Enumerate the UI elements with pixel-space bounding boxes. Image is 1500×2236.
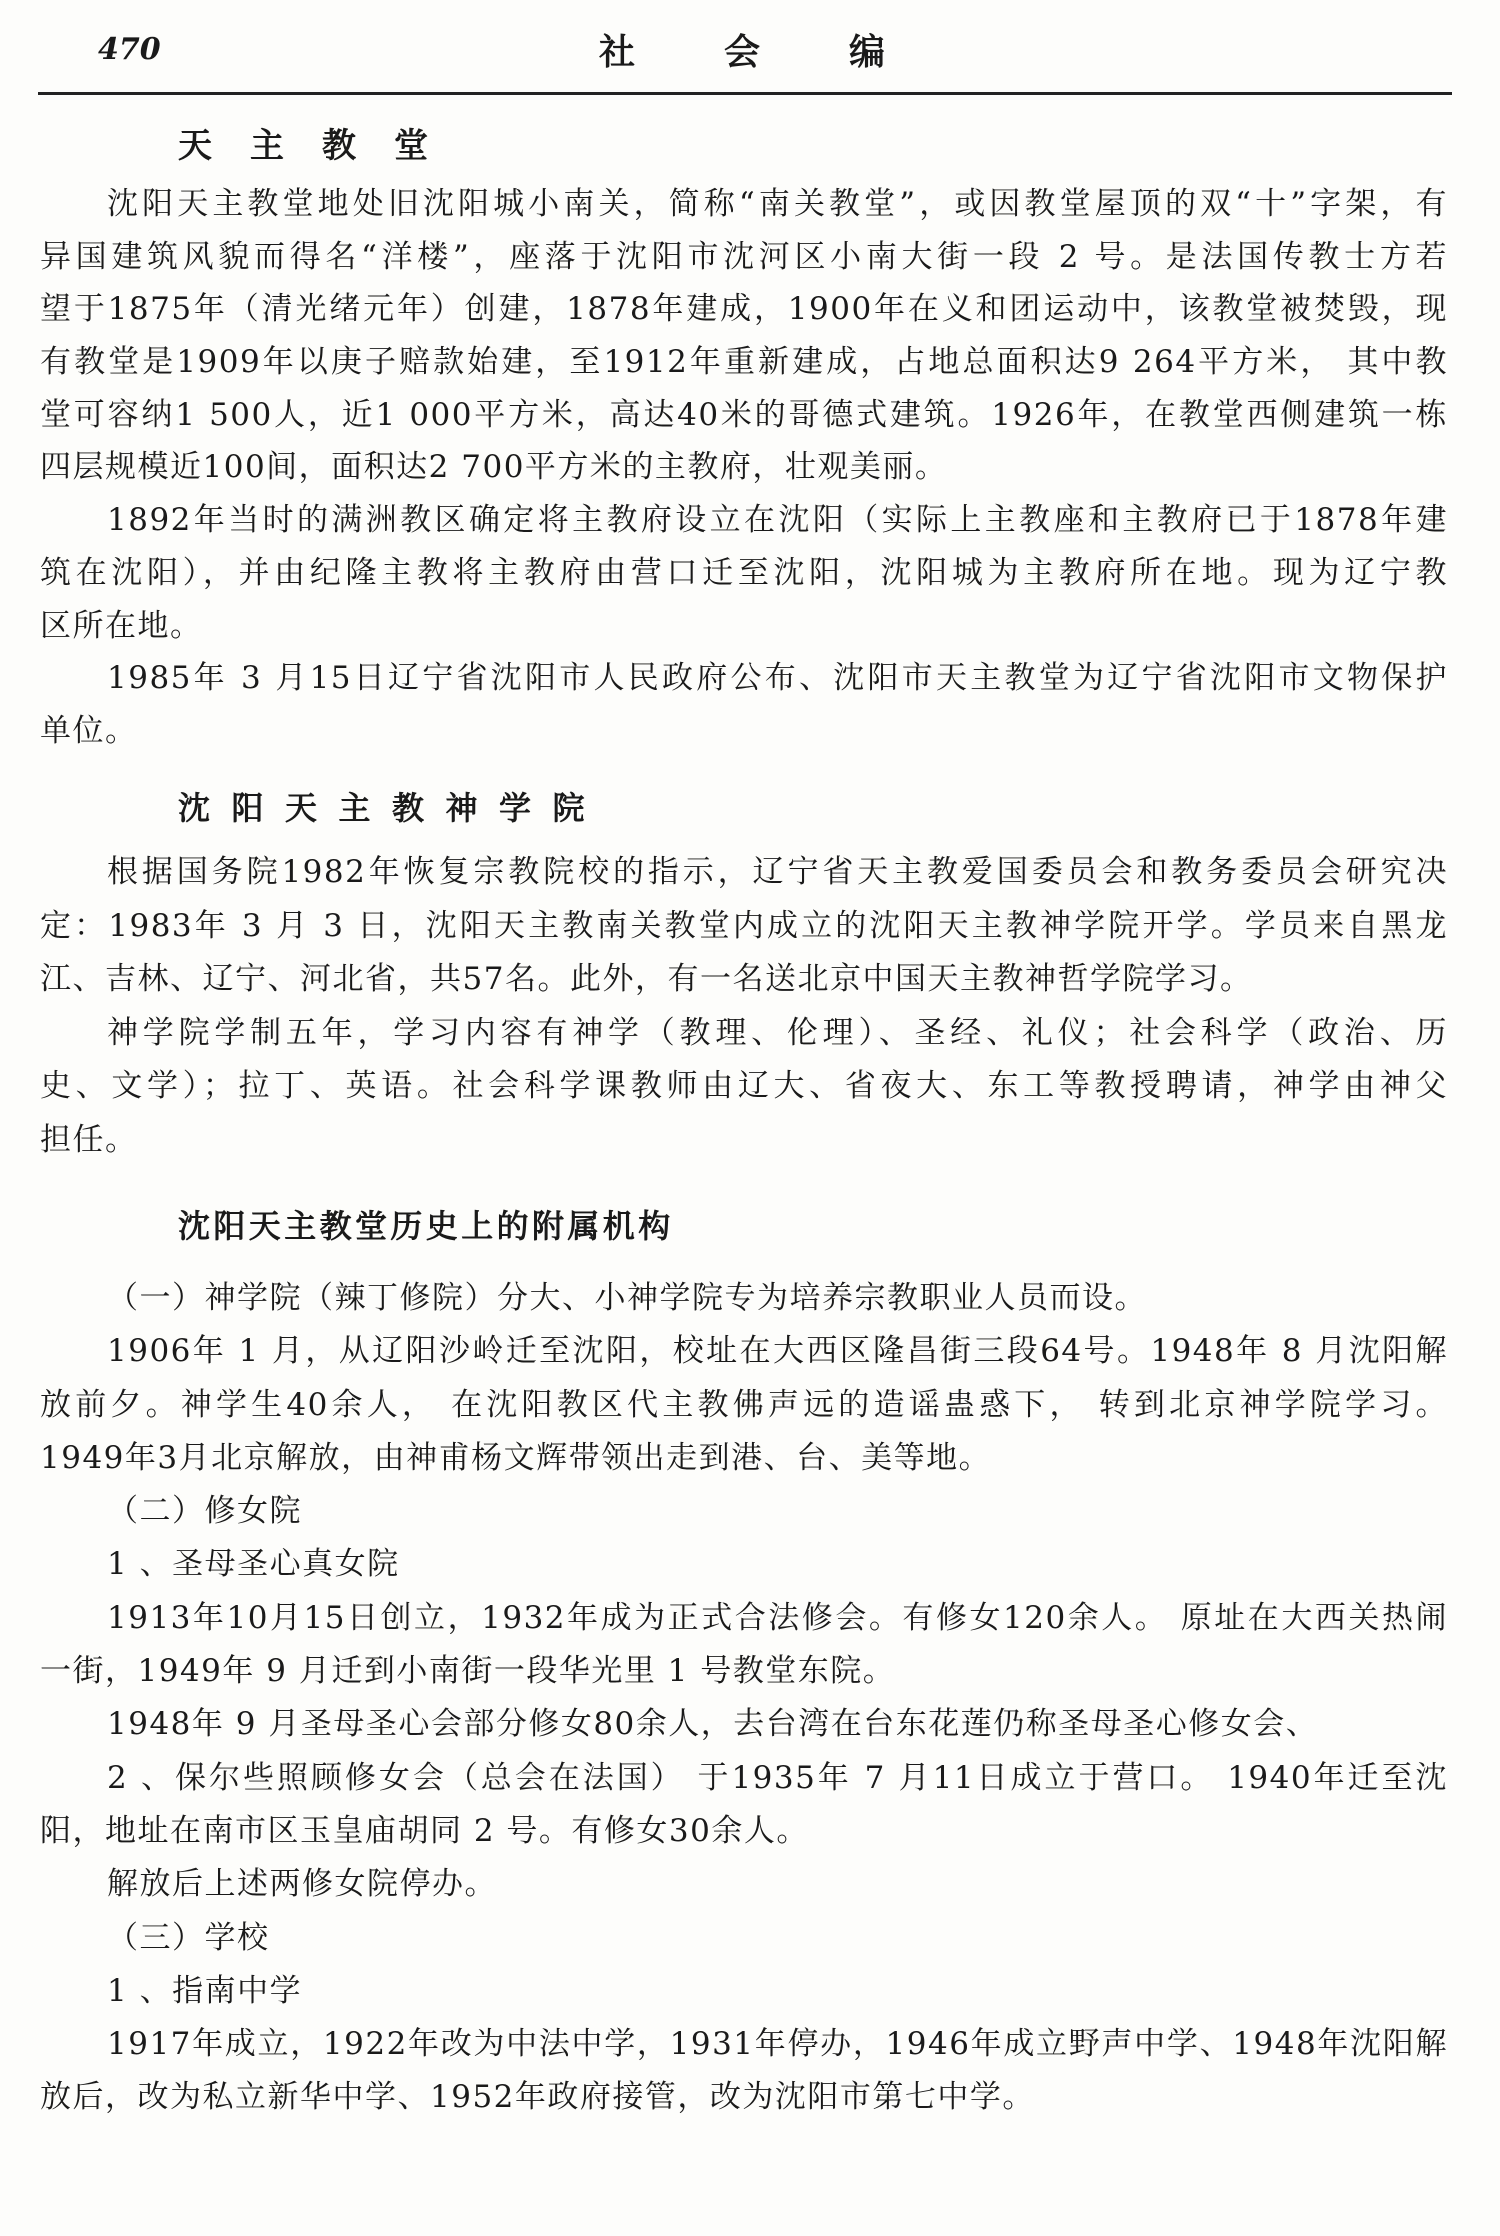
text-line: 1985年 3 月15日辽宁省沈阳市人民政府公布、沈阳市天主教堂为辽宁省沈阳市文物保护 bbox=[107, 660, 1448, 697]
text-line: 1949年3月北京解放，由神甫杨文辉带领出走到港、台、美等地。 bbox=[40, 1439, 992, 1476]
text-line: 单位。 bbox=[40, 712, 138, 749]
list-item-heading bbox=[40, 1965, 1448, 2018]
text-line: 放后，改为私立新华中学、1952年政府接管，改为沈阳市第七中学。 bbox=[40, 2079, 1035, 2116]
text-line: 定：1983年 3 月 3 日，沈阳天主教南关教堂内成立的沈阳天主教神学院开学。学员来自黑龙 bbox=[40, 907, 1448, 944]
text-line: 1948年 9 月圣母圣心会部分修女80余人，去台湾在台东花莲仍称圣母圣心修女会、 bbox=[107, 1706, 1319, 1743]
section-heading: 沈阳天主教堂历史上的附属机构 bbox=[178, 1207, 674, 1245]
text-line: 1917年成立，1922年改为中法中学，1931年停办，1946年成立野声中学、1948年沈阳解 bbox=[107, 2026, 1448, 2063]
text-line: 有教堂是1909年以庚子赔款始建，至1912年重新建成，占地总面积达9 264平方米， 其中教 bbox=[40, 344, 1448, 381]
text-line: （三）学校 bbox=[107, 1919, 270, 1956]
text-line: 沈阳天主教堂地处旧沈阳城小南关，简称“南关教堂”，或因教堂屋顶的双“十”字架，有 bbox=[107, 186, 1448, 222]
paragraph bbox=[40, 1698, 1448, 1751]
list-item-heading bbox=[40, 1538, 1448, 1591]
section-body bbox=[40, 846, 1448, 1168]
text-line: 1906年 1 月，从辽阳沙岭迁至沈阳，校址在大西区隆昌街三段64号。1948年 8 月沈阳解 bbox=[107, 1333, 1448, 1370]
page-number: 470 bbox=[98, 32, 161, 67]
text-line: 异国建筑风貌而得名“洋楼”，座落于沈阳市沈河区小南大街一段 2 号。是法国传教士方若 bbox=[40, 238, 1448, 275]
text-line: 望于1875年（清光绪元年）创建，1878年建成，1900年在义和团运动中，该教堂被焚毁，现 bbox=[40, 291, 1448, 328]
paragraph bbox=[40, 1007, 1448, 1168]
text-line: 江、吉林、辽宁、河北省，共57名。此外，有一名送北京中国天主教神哲学院学习。 bbox=[40, 961, 1253, 998]
section-heading: 沈阳天主教神学院 bbox=[178, 789, 607, 827]
text-line: 阳，地址在南市区玉皇庙胡同 2 号。有修女30余人。 bbox=[40, 1812, 809, 1849]
subsection-heading bbox=[40, 1912, 1448, 1965]
paragraph bbox=[40, 1325, 1448, 1485]
text-line: 1913年10月15日创立，1932年成为正式合法修会。有修女120余人。 原址在大西关热闹 bbox=[107, 1599, 1448, 1636]
paragraph bbox=[40, 2018, 1448, 2125]
text-line: 堂可容纳1 500人，近1 000平方米，高达40米的哥德式建筑。1926年，在教堂西侧建筑一栋 bbox=[40, 396, 1448, 433]
paragraph bbox=[40, 652, 1448, 757]
running-title: 社会编 bbox=[599, 31, 975, 73]
text-line: 担任。 bbox=[40, 1121, 138, 1158]
text-line: 神学院学制五年，学习内容有神学（教理、伦理）、圣经、礼仪；社会科学（政治、历 bbox=[107, 1014, 1448, 1051]
section-heading: 天主教堂 bbox=[178, 126, 466, 166]
text-line: 根据国务院1982年恢复宗教院校的指示，辽宁省天主教爱国委员会和教务委员会研究决 bbox=[107, 854, 1448, 890]
text-line: 区所在地。 bbox=[40, 607, 203, 644]
text-line: 解放后上述两修女院停办。 bbox=[107, 1866, 497, 1903]
paragraph bbox=[40, 494, 1448, 652]
text-line: 一街，1949年 9 月迁到小南街一段华光里 1 号教堂东院。 bbox=[40, 1653, 896, 1690]
text-line: 史、文学）；拉丁、英语。社会科学课教师由辽大、省夜大、东工等教授聘请，神学由神父 bbox=[40, 1068, 1448, 1105]
text-line: 1 、圣母圣心真女院 bbox=[107, 1546, 400, 1583]
text-line: 1 、指南中学 bbox=[107, 1972, 303, 2009]
paragraph bbox=[40, 1858, 1448, 1911]
paragraph bbox=[40, 846, 1448, 1007]
section-body bbox=[40, 1272, 1448, 2125]
text-line: （二）修女院 bbox=[107, 1493, 302, 1530]
paragraph bbox=[40, 1592, 1448, 1699]
subsection-heading bbox=[40, 1485, 1448, 1538]
paragraph bbox=[40, 178, 1448, 494]
text-line: 四层规模近100间，面积达2 700平方米的主教府，壮观美丽。 bbox=[40, 449, 948, 486]
text-line: （一）神学院（辣丁修院）分大、小神学院专为培养宗教职业人员而设。 bbox=[107, 1280, 1147, 1316]
text-line: 放前夕。神学生40余人， 在沈阳教区代主教佛声远的造谣蛊惑下， 转到北京神学院学习。 bbox=[40, 1386, 1448, 1423]
section-body bbox=[40, 178, 1448, 758]
paragraph bbox=[40, 1752, 1448, 1859]
text-line: 1892年当时的满洲教区确定将主教府设立在沈阳（实际上主教座和主教府已于1878年建 bbox=[107, 502, 1448, 539]
text-line: 筑在沈阳），并由纪隆主教将主教府由营口迁至沈阳，沈阳城为主教府所在地。现为辽宁教 bbox=[40, 554, 1448, 591]
header-rule bbox=[38, 92, 1452, 95]
paragraph bbox=[40, 1272, 1448, 1325]
text-line: 2 、保尔些照顾修女会（总会在法国） 于1935年 7 月11日成立于营口。 1940年迁至沈 bbox=[107, 1759, 1448, 1796]
